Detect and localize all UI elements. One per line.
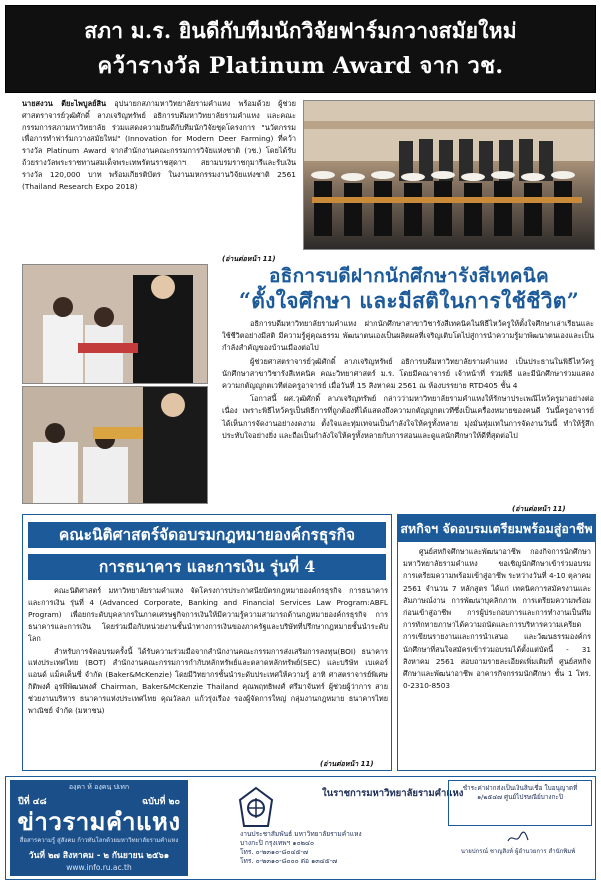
story4-title: สหกิจฯ จัดอบรมเตรียมพร้อมสู่อาชีพ (398, 515, 595, 542)
masthead-website[interactable]: www.info.ru.ac.th (66, 863, 132, 872)
story2-paragraph1: อธิการบดีมหาวิทยาลัยรามคำแหง ฝากนักศึกษาสาขาวิชารังสีเทคนิคในพิธีไหว้ครูให้ตั้งใจศึกษาเล่าเรียนและใช้ชีวิตอย่างมีสติ มีความรู้คู่คุณธรรม พัฒนาตนเองเป็นผลิตผลที่เจริญเติบโตไปสู่การนำความรู้มาพัฒนาตนเองและเป็นกำลังสำคัญของบ้านเมืองต่อไป (222, 319, 594, 353)
issue-year: ปีที่ ๔๘ (18, 797, 47, 807)
masthead (10, 780, 188, 876)
issue-number: ฉบับที่ ๒๐ (141, 797, 180, 807)
publisher-address (240, 830, 380, 866)
story1-group-photo (303, 100, 595, 250)
masthead-date: วันที่ ๒๗ สิงหาคม - ๒ กันยายน ๒๕๖๑ (28, 851, 170, 861)
story2-heading2: “ตั้งใจศึกษา และมีสติในการใช้ชีวิต” (238, 288, 580, 313)
story4-body (403, 546, 591, 692)
story1-body: อุปนายกสภามหาวิทยาลัยรามคำแหง พร้อมด้วย ผู้ช่วยศาสตราจารย์วุฒิศักดิ์ ลาภเจริญทรัพย์ อธิการบดีมหาวิทยาลัยรามคำแหง และคณะกรรมการสภามหาวิทยาลัย ร่วมแสดงความยินดีกับทีมนักวิจัยชุดโครงการ "นวัตกรรมเพื่อการทำฟาร์มกวางสมัยใหม่" (Innovation for Modern Deer Farming) ที่คว้ารางวัล Platinum Award จากสำนักงานคณะกรรมการวิจัยแห่งชาติ (วช.) โดยได้รับถ้วยรางวัลพระราชทานสมเด็จพระเทพรัตนราชสุดาฯ สยามบรมราชกุมารีและรับเงินรางวัล 120,000 บาท พร้อมเกียรติบัตร ในงานมหกรรมงานวิจัยแห่งชาติ 2561 (Thailand Research Expo 2018) (22, 99, 296, 191)
postage-notice: ชำระค่าฝากส่งเป็นเงินสินเชื่อ ใบอนุญาตที่ ๑/๒๕๔๗ ศูนย์ไปรษณีย์บางกะปิ (448, 780, 592, 826)
story3-paragraph2: สำหรับการจัดอบรมครั้งนี้ ได้รับความร่วมมือจากสำนักงานคณะกรรมการส่งเสริมการลงทุน(BOI) ธนาคารแห่งประเทศไทย (BOT) สำนักงานคณะกรรมการกำกับหลักทรัพย์และตลาดหลักทรัพย์(SEC) และบริษัท เบเคอร์ แอนด์ แม็คเค็นซี่ จำกัด (Baker&McKenzie) โดยมีวิทยากรชั้นนำระดับประเทศให้ความรู้ อาทิ ศาสตราจารย์พิเศษ กิติพงศ์ อุรพีพัฒนพงศ์ Chairman, Baker&McKenzie Thailand คุณพฤทธิพงศ์ ศรีมาจันทร์ ผู้ช่วยผู้ว่าการ สายช่วยงานบริหาร ธนาคารแห่งประเทศไทย คุณวัลลภ แก้วรุ่งเรือง รองผู้จัดการใหญ่ กลุ่มงานกฎหมาย ธนาคารไทยพาณิชย์ จำกัด (มหาชน) (28, 646, 388, 716)
story1-lead-name: นายสงวน ตียะไพบูลย์สิน (22, 99, 107, 108)
story2-paragraph3: โอกาสนี้ ผศ.วุฒิศักดิ์ ลาภเจริญทรัพย์ กล่าวว่ามหาวิทยาลัยรามคำแหงให้รักษาประเพณีไหว้ครูมาอย่างต่อเนื่อง เพราะพิธีไหว้ครูเป็นพิธีการที่ถูกต้องที่ได้แสดงถึงความกตัญญูกตเวทีซึ่งเป็นเครื่องหมายของคนดี วันนี้ครูอาจารย์ได้เห็นการจัดงานอย่างงดงาม ตั้งใจและทุ่มเทจนเป็นกำลังใจให้ครูทั้งหลาย มุ่งมั่นทุ่มเทในการจัดงานวันนี้ ทำให้รู้สึกประทับใจอย่างยิ่ง และถือเป็นกำลังใจให้ครูทั้งหลายกับการสอนและดูแลนักศึกษาให้ดีที่สุดต่อไป (222, 394, 594, 440)
story4-paragraph: ศูนย์สหกิจศึกษาและพัฒนาอาชีพ กองกิจการนักศึกษา มหาวิทยาลัยรามคำแหง ขอเชิญนักศึกษาเข้าร่วมอบรมการเตรียมความพร้อมเข้าสู่อาชีพ ระหว่างวันที่ 4-10 ตุลาคม 2561 จำนวน 7 หลักสูตร ได้แก่ เทคนิคการสมัครงานและสัมภาษณ์งาน การพัฒนาบุคลิกภาพ การเตรียมความพร้อมก่อนเข้าสู่อาชีพ การผู้ประกอบการและการทำงานเป็นทีม การทักทายภาษาได้ความถนัดและการบริหารความเครียด การเขียนรายงานและการนำเสนอ และวัฒนธรรมองค์กร นักศึกษาที่สนใจสมัครเข้าร่วมอบรมได้ตั้งแต่บัดนี้ - 31 สิงหาคม 2561 สอบถามรายละเอียดเพิ่มเติมที่ ศูนย์สหกิจศึกษาและพัฒนาอาชีพ อาคารกิจกรรมนักศึกษา ชั้น 1 โทร. 0-2310-8503 (403, 547, 591, 691)
story2-photo-students (22, 386, 208, 504)
story2-body (222, 318, 594, 443)
masthead-subtitle: สื่อสารความรู้ สู่สังคม ก้าวทันโลกด้วยมหาวิทยาลัยรามคำแหง (19, 837, 179, 844)
footer-official-line: ในราชการมหาวิทยาลัยรามคำแหง (322, 788, 464, 799)
phone-line: โทร. ๐-๒๓๑๐-๘๐๔๕-๗ (240, 848, 308, 856)
masthead-name: ข่าวรามคำแหง (17, 807, 181, 836)
story3-continue-ref[interactable]: (อ่านต่อหน้า 11) (320, 760, 374, 768)
students-photo-illustration (23, 387, 208, 504)
publisher-name: งานประชาสัมพันธ์ มหาวิทยาลัยรามคำแหง (240, 830, 362, 838)
masthead-motto: องฺคา ห้ องฺคนฺ ปเทก (68, 783, 130, 791)
group-photo-illustration (304, 101, 595, 250)
story3-paragraph1: คณะนิติศาสตร์ มหาวิทยาลัยรามคำแหง จัดโครงการประกาศนียบัตรกฎหมายองค์กรธุรกิจ การธนาคาร และการเงิน รุ่นที่ 4 (Advanced Corporate, Banking and Financial Services Law Program:ABFL Program) เพื่อยกระดับบุคลากรในภาคเศรษฐกิจการเงินให้มีความรู้ความสามารถด้านกฎหมายองค์กรธุรกิจ การธนาคารและการเงิน โดยร่วมมือกับหน่วยงานชั้นนำทางการเงินของภาครัฐและบริษัทที่ปรึกษากฎหมายชั้นนำระดับโลก (28, 586, 388, 643)
story3-title1: คณะนิติศาสตร์จัดอบรมกฎหมายองค์กรธุรกิจ (28, 522, 386, 548)
story3-body (28, 585, 388, 718)
signature-mark-icon (507, 831, 529, 845)
headline-line2: คว้ารางวัล Platinum Award จาก วช. (97, 53, 504, 79)
story2-continue-ref[interactable]: (อ่านต่อหน้า 11) (512, 505, 566, 513)
story2-heading1: อธิการบดีฝากนักศึกษารังสีเทคนิค (268, 265, 550, 287)
story2-photo-ceremony (22, 264, 208, 384)
story3-title2: การธนาคาร และการเงิน รุ่นที่ 4 (28, 554, 386, 580)
signature-stamp (446, 831, 590, 875)
university-crest-icon (236, 786, 276, 830)
address-line: บางกะปิ กรุงเทพฯ ๑๐๒๔๐ (240, 839, 314, 847)
story2-paragraph2: ผู้ช่วยศาสตราจารย์วุฒิศักดิ์ ลาภเจริญทรัพย์ อธิการบดีมหาวิทยาลัยรามคำแหง เป็นประธานในพิธีไหว้ครูนักศึกษาสาขาวิชารังสีเทคนิค คณะวิทยาศาสตร์ ม.ร. โดยมีคณาจารย์ เจ้าหน้าที่ ร่วมพิธี และมีนักศึกษาร่วมแสดงความกตัญญูกตเวทีต่อครูอาจารย์ เมื่อวันที่ 15 สิงหาคม 2561 ณ ห้องบรรยาย RTD405 ชั้น 4 (222, 356, 594, 391)
fax-line: โทร. ๐-๒๓๑๐-๘๐๐๐ ต่อ ๑๓๔๕-๗ (240, 857, 338, 865)
ceremony-photo-illustration (23, 265, 208, 384)
headline-banner (5, 5, 596, 93)
story1-continue-ref[interactable]: (อ่านต่อหน้า 11) (222, 255, 276, 263)
headline-line1: สภา ม.ร. ยินดีกับทีมนักวิจัยฟาร์มกวางสมัยใหม่ (84, 18, 517, 43)
stamp-text: นายปกรณ์ ชาญสิงห์ ผู้อำนวยการ สำนักพิมพ์ (460, 848, 576, 855)
story1-text (22, 98, 296, 258)
